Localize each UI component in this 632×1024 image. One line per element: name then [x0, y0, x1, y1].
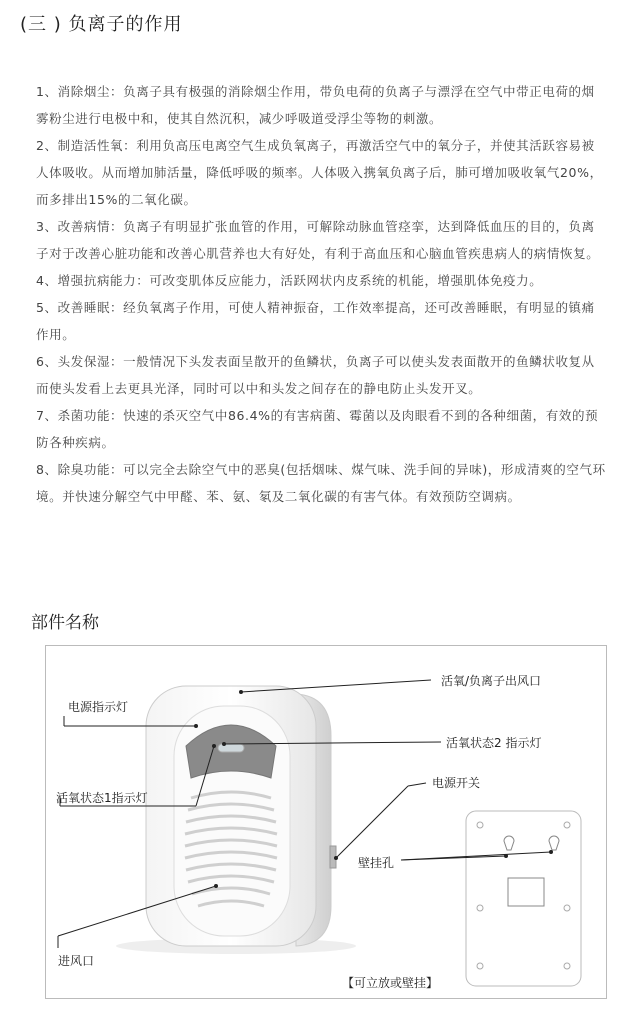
caption-mounting: 【可立放或壁挂】: [342, 976, 439, 990]
benefit-item: 5、改善睡眠：经负氧离子作用，可使人精神振奋，工作效率提高，还可改善睡眠，有明显的镇痛作用。: [36, 300, 595, 342]
benefit-item: 4、增强抗病能力：可改变肌体反应能力，活跃网状内皮系统的机能，增强肌体免疫力。: [36, 273, 543, 288]
label-status1-indicator: 活氧状态1指示灯: [56, 791, 148, 805]
benefit-item: 6、头发保湿：一般情况下头发表面呈散开的鱼鳞状，负离子可以使头发表面散开的鱼鳞状收复从而使头发看上去更具光泽，同时可以中和头发之间存在的静电防止头发开叉。: [36, 354, 595, 396]
label-wall-holes: 壁挂孔: [358, 856, 395, 870]
label-status2-indicator: 活氧状态2 指示灯: [446, 736, 542, 750]
label-air-inlet: 进风口: [58, 954, 95, 968]
benefit-item: 8、除臭功能：可以完全去除空气中的恶臭(包括烟味、煤气味、洗手间的异味)，形成清爽的空气环境。并快速分解空气中甲醛、苯、氨、氡及二氧化碳的有害气体。有效预防空调病。: [36, 462, 606, 504]
label-power-indicator: 电源指示灯: [68, 700, 129, 714]
benefit-item: 3、改善病情：负离子有明显扩张血管的作用，可解除动脉血管痉挛，达到降低血压的目的，负离子对于改善心脏功能和改善心肌营养也大有好处，有利于高血压和心脑血管疾患病人的病情恢复。: [36, 219, 600, 261]
label-power-switch: 电源开关: [432, 776, 481, 790]
back-view: [466, 811, 581, 986]
parts-title: 部件名称: [31, 613, 99, 633]
benefit-item: 7、杀菌功能：快速的杀灭空气中86.4%的有害病菌、霉菌以及肉眼看不到的各种细菌，有效的预防各种疾病。: [36, 408, 599, 450]
benefit-item: 2、制造活性氧：利用负高压电离空气生成负氧离子，再激活空气中的氧分子，并使其活跃容易被人体吸收。从而增加肺活量，降低呼吸的频率。人体吸入携氧负离子后，肺可增加吸收氧气20%，而多排出15%的二氧化碳。: [36, 138, 603, 207]
product-illustration: [46, 646, 606, 998]
benefit-item: 1、消除烟尘：负离子具有极强的消除烟尘作用，带负电荷的负离子与漂浮在空气中带正电荷的烟雾粉尘进行电极中和，使其自然沉积，减少呼吸道受浮尘等物的刺激。: [36, 84, 595, 126]
parts-diagram: [45, 645, 607, 999]
label-air-outlet: 活氧/负离子出风口: [441, 674, 542, 688]
benefits-list: [36, 78, 606, 510]
section-title: (三 ) 负离子的作用: [20, 14, 183, 35]
